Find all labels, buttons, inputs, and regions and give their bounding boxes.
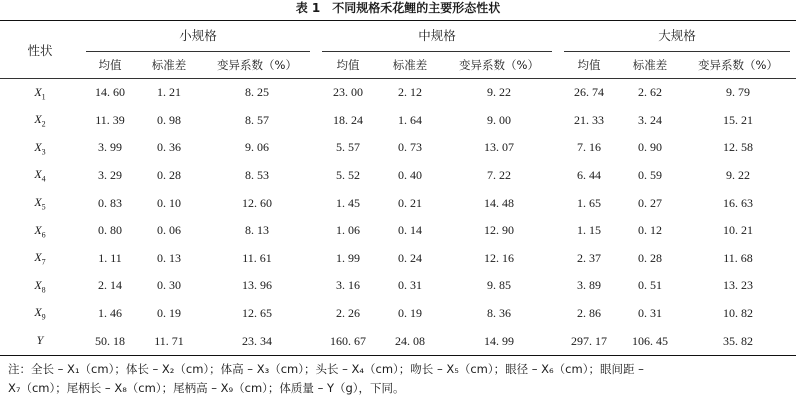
table-cell: 13. 96 (242, 278, 272, 293)
table-cell: 0. 10 (157, 195, 181, 210)
sub-header-cv: 变异系数（%） (440, 52, 558, 79)
table-cell: 0. 28 (157, 168, 181, 183)
table-cell: 14. 48 (484, 195, 514, 210)
table-row (0, 162, 796, 190)
table-cell: 23. 34 (198, 327, 316, 355)
table-cell: 10. 82 (723, 306, 753, 321)
table-cell: 8. 25 (245, 85, 269, 100)
table-cell: 0. 31 (398, 278, 422, 293)
sub-header-mean: 均值 (558, 52, 620, 79)
table-cell: 1. 11 (98, 250, 122, 265)
table-cell: 8. 36 (487, 306, 511, 321)
morphology-table (0, 20, 796, 356)
table-cell: 1. 64 (398, 112, 422, 127)
table-cell: 0. 24 (398, 250, 422, 265)
table-cell: 1. 46 (98, 306, 122, 321)
table-cell: 0. 51 (638, 278, 662, 293)
table-cell: 8. 13 (245, 223, 269, 238)
table-cell: 16. 63 (723, 195, 753, 210)
table-cell: 9. 79 (726, 85, 750, 100)
table-cell: 3. 24 (638, 112, 662, 127)
note-line-1: 注：全长 – X₁（cm）；体长 – X₂（cm）；体高 – X₃（cm）；头长 – X₄（cm）；吻长 – X₅（cm）；眼径 – X₆（cm）；眼间距 – (8, 362, 644, 376)
table-cell: 2. 12 (398, 85, 422, 100)
table-cell: 5. 57 (336, 140, 360, 155)
table-row (0, 189, 796, 217)
table-cell: 0. 06 (157, 223, 181, 238)
table-cell: 297. 17 (558, 327, 620, 355)
trait-label: $X_3$ (34, 139, 46, 157)
table-row (0, 245, 796, 273)
table-cell: 3. 16 (336, 278, 360, 293)
table-cell: 8. 57 (245, 112, 269, 127)
table-row (0, 79, 796, 107)
table-cell: 0. 59 (638, 168, 662, 183)
table-cell: 11. 61 (242, 250, 272, 265)
table-cell: 0. 19 (398, 306, 422, 321)
sub-header-mean: 均值 (316, 52, 380, 79)
table-cell: 106. 45 (620, 327, 680, 355)
table-cell: 0. 12 (638, 223, 662, 238)
table-row (0, 107, 796, 135)
table-cell: 0. 36 (157, 140, 181, 155)
table-cell: 9. 22 (487, 85, 511, 100)
group-header-small: 小规格 (80, 21, 316, 53)
table-cell: 0. 30 (157, 278, 181, 293)
table-cell: 3. 99 (98, 140, 122, 155)
table-cell: 0. 19 (157, 306, 181, 321)
table-cell: 18. 24 (333, 112, 363, 127)
table-note (8, 360, 792, 398)
trait-label: $X_1$ (34, 84, 46, 101)
table-number: 表 1 (295, 1, 321, 15)
sub-header-sd: 标准差 (620, 52, 680, 79)
table-cell: 0. 31 (638, 306, 662, 321)
table-cell: 11. 39 (95, 112, 125, 127)
table-cell: 0. 21 (398, 195, 422, 210)
table-cell: 23. 00 (333, 85, 363, 100)
table-cell: 12. 60 (242, 195, 272, 210)
table-cell: 1. 65 (577, 195, 601, 210)
table-cell: 10. 21 (723, 223, 753, 238)
table-cell: 50. 18 (80, 327, 140, 355)
table-cell: 2. 14 (98, 278, 122, 293)
table-cell: 14. 60 (95, 85, 125, 100)
table-row (0, 217, 796, 245)
table-cell: 160. 67 (316, 327, 380, 355)
table-cell: 35. 82 (680, 327, 796, 355)
table-cell: 0. 73 (398, 140, 422, 155)
row-header-trait: 性状 (0, 21, 80, 79)
table-cell: 11. 68 (723, 250, 753, 265)
table-row (0, 327, 796, 355)
table-cell: 9. 22 (726, 168, 750, 183)
table-cell: 13. 23 (723, 278, 753, 293)
sub-header-mean: 均值 (80, 52, 140, 79)
trait-label: $X_2$ (34, 112, 46, 129)
table-cell: 2. 62 (638, 85, 662, 100)
table-cell: 6. 44 (577, 168, 601, 183)
note-line-2: X₇（cm）；尾柄长 – X₈（cm）；尾柄高 – X₉（cm）；体质量 – Y（g），下同。 (8, 381, 405, 395)
table-cell: 12. 90 (484, 223, 514, 238)
table-cell: 7. 22 (487, 168, 511, 183)
table-cell: 7. 16 (577, 140, 601, 155)
table-cell: 12. 65 (242, 306, 272, 321)
table-cell: 0. 14 (398, 223, 422, 238)
table-cell: 0. 98 (157, 112, 181, 127)
table-cell: 9. 00 (487, 112, 511, 127)
table-cell: 21. 33 (574, 112, 604, 127)
table-cell: 5. 52 (336, 168, 360, 183)
trait-label: $X_8$ (34, 277, 46, 295)
table-cell: 12. 16 (484, 250, 514, 265)
table-cell: 0. 40 (398, 168, 422, 183)
sub-header-sd: 标准差 (140, 52, 198, 79)
table-cell: 3. 89 (577, 278, 601, 293)
table-cell: 15. 21 (723, 112, 753, 127)
table-cell: 2. 26 (336, 306, 360, 321)
table-cell: 1. 99 (336, 250, 360, 265)
table-row (0, 134, 796, 162)
table-cell: 9. 85 (487, 278, 511, 293)
table-cell: 24. 08 (380, 327, 440, 355)
trait-label: Y (0, 327, 80, 355)
table-cell: 0. 27 (638, 195, 662, 210)
table-cell: 0. 90 (638, 140, 662, 155)
trait-label: $X_9$ (34, 305, 46, 322)
table-cell: 0. 28 (638, 250, 662, 265)
table-cell: 26. 74 (574, 85, 604, 100)
table-cell: 2. 37 (577, 250, 601, 265)
table-title: 不同规格禾花鲤的主要形态性状 (332, 1, 501, 15)
trait-label: $X_6$ (34, 222, 46, 239)
sub-header-sd: 标准差 (380, 52, 440, 79)
table-cell: 3. 29 (98, 168, 122, 183)
trait-label: $X_7$ (34, 250, 46, 267)
trait-label: $X_4$ (34, 167, 46, 184)
group-header-large: 大规格 (558, 21, 796, 53)
table-cell: 8. 53 (245, 168, 269, 183)
table-caption (0, 0, 796, 18)
table-body (0, 79, 796, 356)
table-cell: 1. 21 (157, 85, 181, 100)
table-cell: 1. 15 (577, 223, 601, 238)
table-cell: 12. 58 (723, 140, 753, 155)
table-cell: 0. 80 (98, 223, 122, 238)
table-row (0, 300, 796, 328)
table-cell: 2. 86 (577, 306, 601, 321)
table-cell: 0. 83 (98, 195, 122, 210)
table-cell: 1. 45 (336, 195, 360, 210)
sub-header-cv: 变异系数（%） (198, 52, 316, 79)
table-cell: 11. 71 (140, 327, 198, 355)
table-cell: 13. 07 (484, 140, 514, 155)
table-cell: 14. 99 (440, 327, 558, 355)
table-cell: 1. 06 (336, 223, 360, 238)
group-header-medium: 中规格 (316, 21, 558, 53)
table-cell: 0. 13 (157, 250, 181, 265)
table-row (0, 272, 796, 300)
sub-header-cv: 变异系数（%） (680, 52, 796, 79)
trait-label: $X_5$ (34, 194, 46, 212)
table-cell: 9. 06 (245, 140, 269, 155)
